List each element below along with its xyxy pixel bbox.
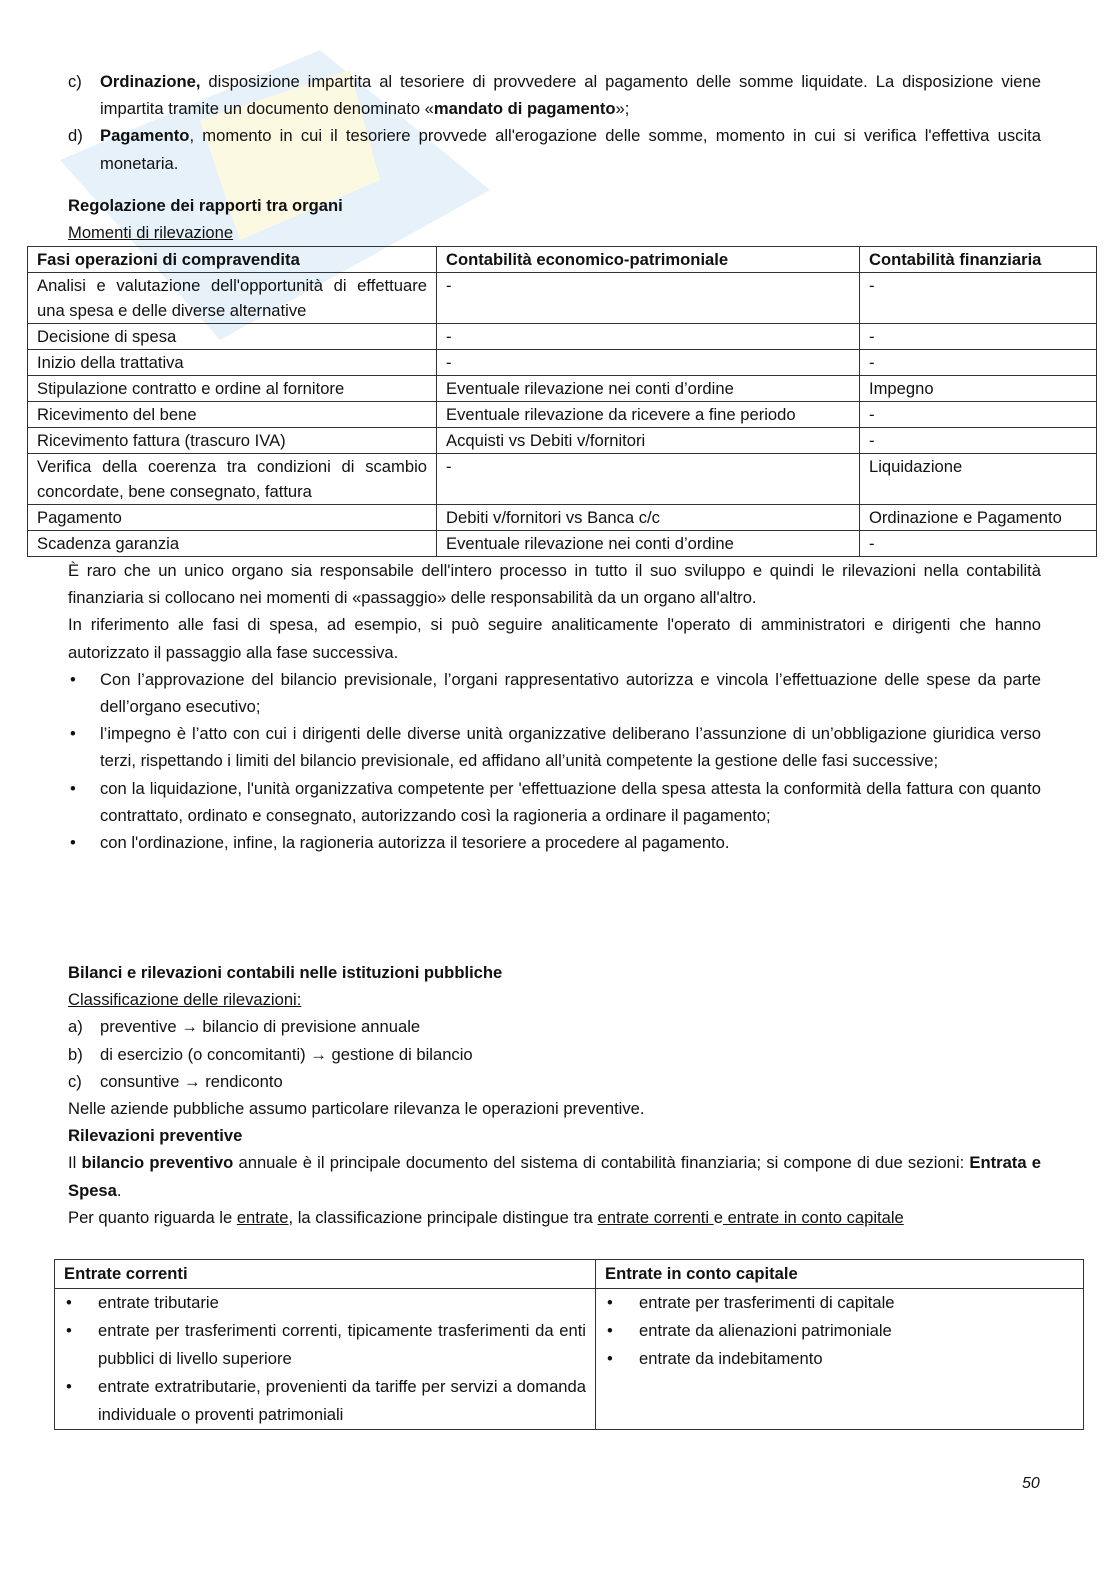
table-cell: Stipulazione contratto e ordine al fornitore bbox=[28, 376, 437, 402]
paragraph: Nelle aziende pubbliche assumo particolare rilevanza le operazioni preventive. bbox=[68, 1099, 645, 1119]
table-cell: Ricevimento del bene bbox=[28, 402, 437, 428]
section-subheading: Momenti di rilevazione bbox=[68, 223, 234, 243]
bullet-item: • entrate extratributarie, provenienti da tariffe per servizi a domanda individuale o proventi patrimoniali bbox=[64, 1373, 586, 1429]
table-row bbox=[28, 428, 1097, 454]
table-row bbox=[28, 324, 1097, 350]
table-cell: - bbox=[860, 324, 1097, 350]
table-cell: Eventuale rilevazione nei conti d’ordine bbox=[437, 531, 860, 557]
list-item bbox=[68, 1013, 1041, 1040]
bullet-item bbox=[68, 666, 1041, 720]
table-cell: Eventuale rilevazione da ricevere a fine periodo bbox=[437, 402, 860, 428]
list-item bbox=[68, 1068, 1041, 1095]
paragraph: In riferimento alle fasi di spesa, ad esempio, si può seguire analiticamente l'operato di amministratori e dirigenti che hanno autorizzato il passaggio alla fase successiva. bbox=[68, 615, 1041, 662]
table-cell: - bbox=[437, 454, 860, 505]
text: preventive bbox=[100, 1017, 177, 1037]
bullet-item: • entrate da indebitamento bbox=[605, 1345, 1074, 1373]
text: consuntive bbox=[100, 1071, 180, 1091]
body-text bbox=[68, 557, 1041, 856]
table-cell: - bbox=[860, 531, 1097, 557]
bullet-item: • entrate tributarie bbox=[64, 1289, 586, 1317]
list-item bbox=[68, 68, 1041, 122]
table-row bbox=[28, 505, 1097, 531]
bullet-text: con l'ordinazione, infine, la ragioneria autorizza il tesoriere a procedere al pagamento. bbox=[100, 833, 730, 853]
page-number: 50 bbox=[1022, 1475, 1040, 1492]
phases-table bbox=[27, 246, 1097, 557]
table-cell: Analisi e valutazione dell'opportunità di effettuare una spesa e delle diverse alternative bbox=[28, 273, 437, 324]
table-row bbox=[28, 350, 1097, 376]
section-heading: Regolazione dei rapporti tra organi bbox=[68, 196, 343, 215]
section-2 bbox=[68, 959, 1041, 1231]
bullet-item: • entrate per trasferimenti correnti, tipicamente trasferimenti da enti pubblici di livello superiore bbox=[64, 1317, 586, 1373]
capital-revenue-cell bbox=[596, 1289, 1084, 1430]
marker: c) bbox=[68, 72, 82, 91]
column-header: Entrate correnti bbox=[55, 1260, 596, 1289]
table-cell: Debiti v/fornitori vs Banca c/c bbox=[437, 505, 860, 531]
column-header: Contabilità finanziaria bbox=[860, 247, 1097, 273]
marker: d) bbox=[68, 126, 83, 146]
table-cell: - bbox=[860, 428, 1097, 454]
table-cell: - bbox=[860, 402, 1097, 428]
marker: c) bbox=[68, 1071, 82, 1091]
table-cell: - bbox=[860, 273, 1097, 324]
table-cell: Impegno bbox=[860, 376, 1097, 402]
bullet-icon: • bbox=[70, 778, 76, 798]
section-heading: Bilanci e rilevazioni contabili nelle istituzioni pubbliche bbox=[68, 963, 503, 982]
table-cell: Pagamento bbox=[28, 505, 437, 531]
table-cell: Ricevimento fattura (trascuro IVA) bbox=[28, 428, 437, 454]
table-row bbox=[28, 531, 1097, 557]
section-subheading: Classificazione delle rilevazioni: bbox=[68, 990, 302, 1010]
paragraph: Il bilancio preventivo annuale è il principale documento del sistema di contabilità finanziaria; si compone di due sezioni: Entrata e Spesa. bbox=[68, 1153, 1041, 1200]
table-row bbox=[28, 454, 1097, 505]
column-header: Entrate in conto capitale bbox=[596, 1260, 1084, 1289]
column-header: Contabilità economico-patrimoniale bbox=[437, 247, 860, 273]
arrow-icon: → bbox=[181, 1017, 198, 1037]
phases-list bbox=[68, 68, 1041, 177]
table-cell: - bbox=[437, 324, 860, 350]
table-cell: - bbox=[860, 350, 1097, 376]
bullet-item: • entrate da alienazioni patrimoniale bbox=[605, 1317, 1074, 1345]
term: Pagamento bbox=[100, 126, 190, 146]
text: bilancio di previsione annuale bbox=[202, 1017, 421, 1037]
paragraph: È raro che un unico organo sia responsabile dell'intero processo in tutto il suo sviluppo e quindi le rilevazioni nella contabilità finanziaria si collocano nei momenti di «passaggio» delle responsabilità da un organo all'altro. bbox=[68, 561, 1041, 608]
section-heading-block bbox=[68, 192, 1041, 246]
current-revenue-cell bbox=[55, 1289, 596, 1430]
bullet-item: • entrate per trasferimenti di capitale bbox=[605, 1289, 1074, 1317]
bullet-item bbox=[68, 775, 1041, 829]
marker: b) bbox=[68, 1044, 83, 1064]
text: , momento in cui il tesoriere provvede all'erogazione delle somme, momento in cui si verifica l'effettiva uscita monetaria. bbox=[100, 126, 1041, 173]
marker: a) bbox=[68, 1017, 83, 1037]
text: disposizione impartita al tesoriere di provvedere al pagamento delle somme liquidate. La disposizione viene impartita tramite un documento denominato « bbox=[100, 72, 1041, 119]
list-item bbox=[68, 122, 1041, 176]
table-row bbox=[28, 273, 1097, 324]
table-cell: Ordinazione e Pagamento bbox=[860, 505, 1097, 531]
table-cell: Verifica della coerenza tra condizioni di scambio concordate, bene consegnato, fattura bbox=[28, 454, 437, 505]
bullet-text: Con l’approvazione del bilancio previsionale, l’organi rappresentativo autorizza e vincola l’effettuazione delle spese da parte dell’organo esecutivo; bbox=[100, 669, 1041, 717]
table-cell: Scadenza garanzia bbox=[28, 531, 437, 557]
revenue-table bbox=[54, 1259, 1084, 1430]
bullet-text: con la liquidazione, l'unità organizzativa competente per 'effettuazione della spesa attesta la conformità della fattura con quanto contrattato, ordinato e consegnato, autorizzando così la ragioneria a ordinare il pagamento; bbox=[100, 778, 1041, 825]
table-cell: Decisione di spesa bbox=[28, 324, 437, 350]
table-cell: - bbox=[437, 273, 860, 324]
table-row bbox=[28, 402, 1097, 428]
bullet-item bbox=[68, 720, 1041, 774]
table-cell: Inizio della trattativa bbox=[28, 350, 437, 376]
paragraph: Per quanto riguarda le entrate, la classificazione principale distingue tra entrate correnti e entrate in conto capitale bbox=[68, 1207, 904, 1227]
table-cell: - bbox=[437, 350, 860, 376]
term: mandato di pagamento bbox=[433, 99, 616, 119]
list-item bbox=[68, 1041, 1041, 1068]
column-header: Fasi operazioni di compravendita bbox=[28, 247, 437, 273]
text: di esercizio (o concomitanti) bbox=[100, 1044, 306, 1064]
table-row bbox=[28, 376, 1097, 402]
table-cell: Acquisti vs Debiti v/fornitori bbox=[437, 428, 860, 454]
text: gestione di bilancio bbox=[331, 1044, 473, 1064]
bullet-icon: • bbox=[70, 669, 76, 689]
bullet-icon: • bbox=[70, 724, 76, 744]
table-cell: Liquidazione bbox=[860, 454, 1097, 505]
bullet-item bbox=[68, 829, 1041, 856]
table-cell: Eventuale rilevazione nei conti d’ordine bbox=[437, 376, 860, 402]
bullet-icon: • bbox=[70, 833, 76, 853]
bullet-text: l’impegno è l’atto con cui i dirigenti delle diverse unità organizzative deliberano l’assunzione di un’obbligazione giuridica verso terzi, rispettando i limiti del bilancio previsionale, ed affidano all’unità competente la gestione delle fasi successive; bbox=[100, 724, 1041, 771]
arrow-icon: → bbox=[183, 1071, 201, 1091]
text: »; bbox=[615, 99, 630, 119]
arrow-icon: → bbox=[310, 1044, 327, 1064]
text: rendiconto bbox=[205, 1071, 283, 1091]
subsection-heading: Rilevazioni preventive bbox=[68, 1126, 243, 1146]
term: Ordinazione, bbox=[100, 72, 201, 91]
